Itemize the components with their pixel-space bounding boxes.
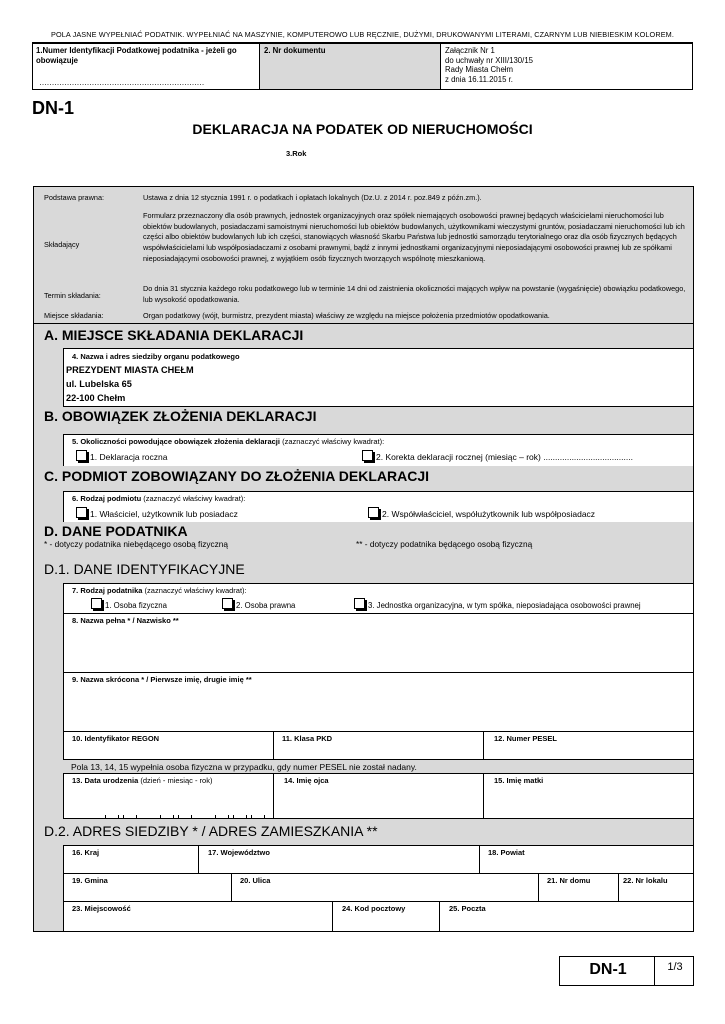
option-correction[interactable] (362, 450, 633, 462)
option-label: 3. Jednostka organizacyjna, w tym spółka, nieposiadająca osobowości prawnej (368, 601, 641, 610)
postal-code-label: 24. Kod pocztowy (342, 904, 406, 913)
fill-instructions: POLA JASNE WYPEŁNIAĆ PODATNIK. WYPEŁNIAĆ NA MASZYNIE, KOMPUTEROWO LUB RĘCZNIE, DUŻYMI, DRUKOWANYMI LITERAMI, CZARNYM LUB NIEBIESKIM KOLOREM. (51, 30, 674, 39)
tax-office-street: ul. Lubelska 65 (66, 379, 132, 389)
info-label: Składający (44, 240, 80, 249)
birth-date-hint: (dzień - miesiąc - rok) (138, 776, 213, 785)
pesel-note: Pola 13, 14, 15 wypełnia osoba fizyczna w przypadku, gdy numer PESEL nie został nadany. (71, 762, 417, 772)
info-text: Formularz przeznaczony dla osób prawnych, jednostek organizacyjnych oraz spółek niemających osobowości prawnej będących właścicielami nieruchomości lub obiektów budowlanych, posiadaczami samoistnymi nieruchomości lub obiektów budowlanych, użytkownikami wieczystymi gruntów, posiadaczami nieruchomości lub ich części albo obiektów budowlanych lub ich części, stanowiących własność Skarbu Państwa lub jednostki samorządu terytorialnego oraz dla osób fizycznych będących współwłaścicielami lub współposiadaczami z osobami prawnymi, bądź z innymi jednostkami organizacyjnymi nieposiadającymi osobowości prawnej lub ze spółkami nieposiadającymi osobowości prawnej, z wyjątkiem osób fizycznych tworzących wspólnotę mieszkaniową. (143, 211, 685, 263)
info-label: Miejsce składania: (44, 311, 104, 320)
annex-line: Załącznik Nr 1 (445, 46, 495, 55)
footer-code-box (559, 956, 655, 986)
checkbox[interactable] (368, 507, 379, 518)
taxpayer-type-label: 7. Rodzaj podatnika (72, 586, 143, 595)
district-field[interactable] (479, 845, 694, 874)
info-text: Ustawa z dnia 12 stycznia 1991 r. o podatkach i opłatach lokalnych (Dz.U. z 2014 r. poz.849 z późn.zm.). (143, 193, 482, 202)
voivodeship-field[interactable] (198, 845, 480, 874)
pkd-field[interactable] (273, 731, 484, 760)
subject-type-field (63, 491, 694, 523)
regon-field[interactable] (63, 731, 274, 760)
section-d2-title: D.2. ADRES SIEDZIBY * / ADRES ZAMIESZKANIA ** (44, 823, 378, 839)
nip-dots: ………………………………………………………… (39, 78, 204, 87)
info-text: Do dnia 31 stycznia każdego roku podatkowego lub w terminie 14 dni od zaistnienia okoliczności mających wpływ na powstanie (wygaśnięcie) obowiązku podatkowego, lub wysokość opodatkowania. (143, 284, 686, 304)
locality-label: 23. Miejscowość (72, 904, 131, 913)
annex-line: Rady Miasta Chełm (445, 65, 514, 74)
subject-type-hint: (zaznaczyć właściwy kwadrat): (141, 494, 246, 503)
document-number-field[interactable] (259, 43, 441, 90)
post-office-field[interactable] (439, 901, 694, 932)
annex-box (440, 43, 693, 90)
page-number-box (654, 956, 694, 986)
obligation-hint: (zaznaczyć właściwy kwadrat): (279, 437, 385, 446)
street-field[interactable] (231, 873, 539, 902)
tax-office-name: PREZYDENT MIASTA CHEŁM (66, 365, 194, 375)
section-a (33, 324, 694, 408)
option-correction-label: 2. Korekta deklaracji rocznej (miesiąc – rok) ...................................... (376, 452, 633, 462)
section-b (33, 407, 694, 467)
apartment-number-field[interactable] (618, 873, 694, 902)
pkd-label: 11. Klasa PKD (282, 734, 333, 743)
nip-field[interactable] (32, 43, 260, 90)
tax-office-city: 22-100 Chełm (66, 393, 126, 403)
option-organizational-unit[interactable] (354, 598, 641, 610)
taxpayer-type-field (63, 583, 694, 614)
section-d1-title: D.1. DANE IDENTYFIKACYJNE (44, 561, 245, 577)
option-annual-label: 1. Deklaracja roczna (90, 452, 168, 462)
section-d (33, 522, 694, 554)
info-label: Podstawa prawna: (44, 193, 105, 202)
form-title: DEKLARACJA NA PODATEK OD NIERUCHOMOŚCI (192, 121, 533, 137)
obligation-label: 5. Okoliczności powodujące obowiązek złożenia deklaracji (72, 437, 280, 446)
checkbox[interactable] (76, 507, 87, 518)
commune-label: 19. Gmina (72, 876, 108, 885)
section-d-title: D. DANE PODATNIKA (44, 523, 188, 539)
birth-date-label: 13. Data urodzenia (72, 776, 139, 785)
voivodeship-label: 17. Województwo (208, 848, 270, 857)
mother-name-label: 15. Imię matki (494, 776, 544, 785)
option-owner[interactable] (76, 507, 238, 519)
tax-office-field[interactable] (63, 348, 694, 407)
checkbox[interactable] (354, 598, 365, 609)
section-d1 (33, 553, 694, 820)
checkbox[interactable] (222, 598, 233, 609)
house-number-field[interactable] (538, 873, 619, 902)
taxpayer-type-hint: (zaznaczyć właściwy kwadrat): (142, 586, 247, 595)
section-c-title: C. PODMIOT ZOBOWIĄZANY DO ZŁOŻENIA DEKLARACJI (44, 468, 429, 484)
checkbox[interactable] (362, 450, 373, 461)
option-label: 2. Osoba prawna (236, 601, 296, 610)
country-label: 16. Kraj (72, 848, 100, 857)
regon-label: 10. Identyfikator REGON (72, 734, 160, 743)
annex-line: z dnia 16.11.2015 r. (445, 74, 513, 84)
year-label[interactable]: 3.Rok (286, 149, 307, 158)
obligation-field (63, 434, 694, 467)
info-text: Organ podatkowy (wójt, burmistrz, prezydent miasta) właściwy ze względu na miejsce położenia przedmiotów opodatkowania. (143, 311, 550, 320)
short-name-field[interactable] (63, 672, 694, 732)
option-co-owner[interactable] (368, 507, 595, 519)
section-c (33, 466, 694, 523)
pesel-label: 12. Numer PESEL (494, 734, 557, 743)
option-label: 1. Osoba fizyczna (105, 601, 167, 610)
option-owner-label: 1. Właściciel, użytkownik lub posiadacz (90, 509, 238, 519)
district-label: 18. Powiat (488, 848, 525, 857)
option-natural-person[interactable] (91, 598, 167, 610)
annex-line: do uchwały nr XIII/130/15 (445, 55, 533, 65)
full-name-label: 8. Nazwa pełna * / Nazwisko ** (72, 616, 179, 625)
note-legal-person: * - dotyczy podatnika niebędącego osobą fizyczną (44, 539, 229, 549)
section-d2 (33, 819, 694, 932)
house-number-label: 21. Nr domu (547, 876, 591, 885)
option-annual[interactable] (76, 450, 167, 462)
info-label: Termin składania: (44, 291, 101, 300)
nip-label: 1.Numer Identyfikacji Podatkowej podatnika - jeżeli go obowiązuje (36, 46, 237, 65)
street-label: 20. Ulica (240, 876, 271, 885)
form-code: DN-1 (32, 98, 75, 118)
pesel-field[interactable] (483, 731, 694, 760)
post-office-label: 25. Poczta (449, 904, 486, 913)
mother-name-field[interactable] (483, 773, 694, 819)
locality-field[interactable] (63, 901, 333, 932)
checkbox[interactable] (91, 598, 102, 609)
option-legal-person[interactable] (222, 598, 295, 610)
section-b-title: B. OBOWIĄZEK ZŁOŻENIA DEKLARACJI (44, 408, 317, 424)
father-name-field[interactable] (273, 773, 484, 819)
country-field[interactable] (63, 845, 199, 874)
document-number-label: 2. Nr dokumentu (264, 46, 326, 55)
section-a-title: A. MIEJSCE SKŁADANIA DEKLARACJI (44, 327, 304, 343)
short-name-label: 9. Nazwa skrócona * / Pierwsze imię, drugie imię ** (72, 675, 252, 684)
commune-field[interactable] (63, 873, 232, 902)
option-co-owner-label: 2. Współwłaściciel, współużytkownik lub współposiadacz (382, 509, 596, 519)
footer-code: DN-1 (589, 961, 627, 978)
full-name-field[interactable] (63, 613, 694, 673)
apartment-number-label: 22. Nr lokalu (623, 876, 668, 885)
checkbox[interactable] (76, 450, 87, 461)
postal-code-field[interactable] (332, 901, 440, 932)
note-natural-person: ** - dotyczy podatnika będącego osobą fizyczną (356, 539, 533, 549)
subject-type-label: 6. Rodzaj podmiotu (72, 494, 142, 503)
birth-date-field[interactable] (63, 773, 274, 819)
page-number: 1/3 (667, 961, 683, 973)
info-box (33, 186, 694, 324)
tax-office-label: 4. Nazwa i adres siedziby organu podatkowego (72, 352, 240, 361)
father-name-label: 14. Imię ojca (284, 776, 329, 785)
